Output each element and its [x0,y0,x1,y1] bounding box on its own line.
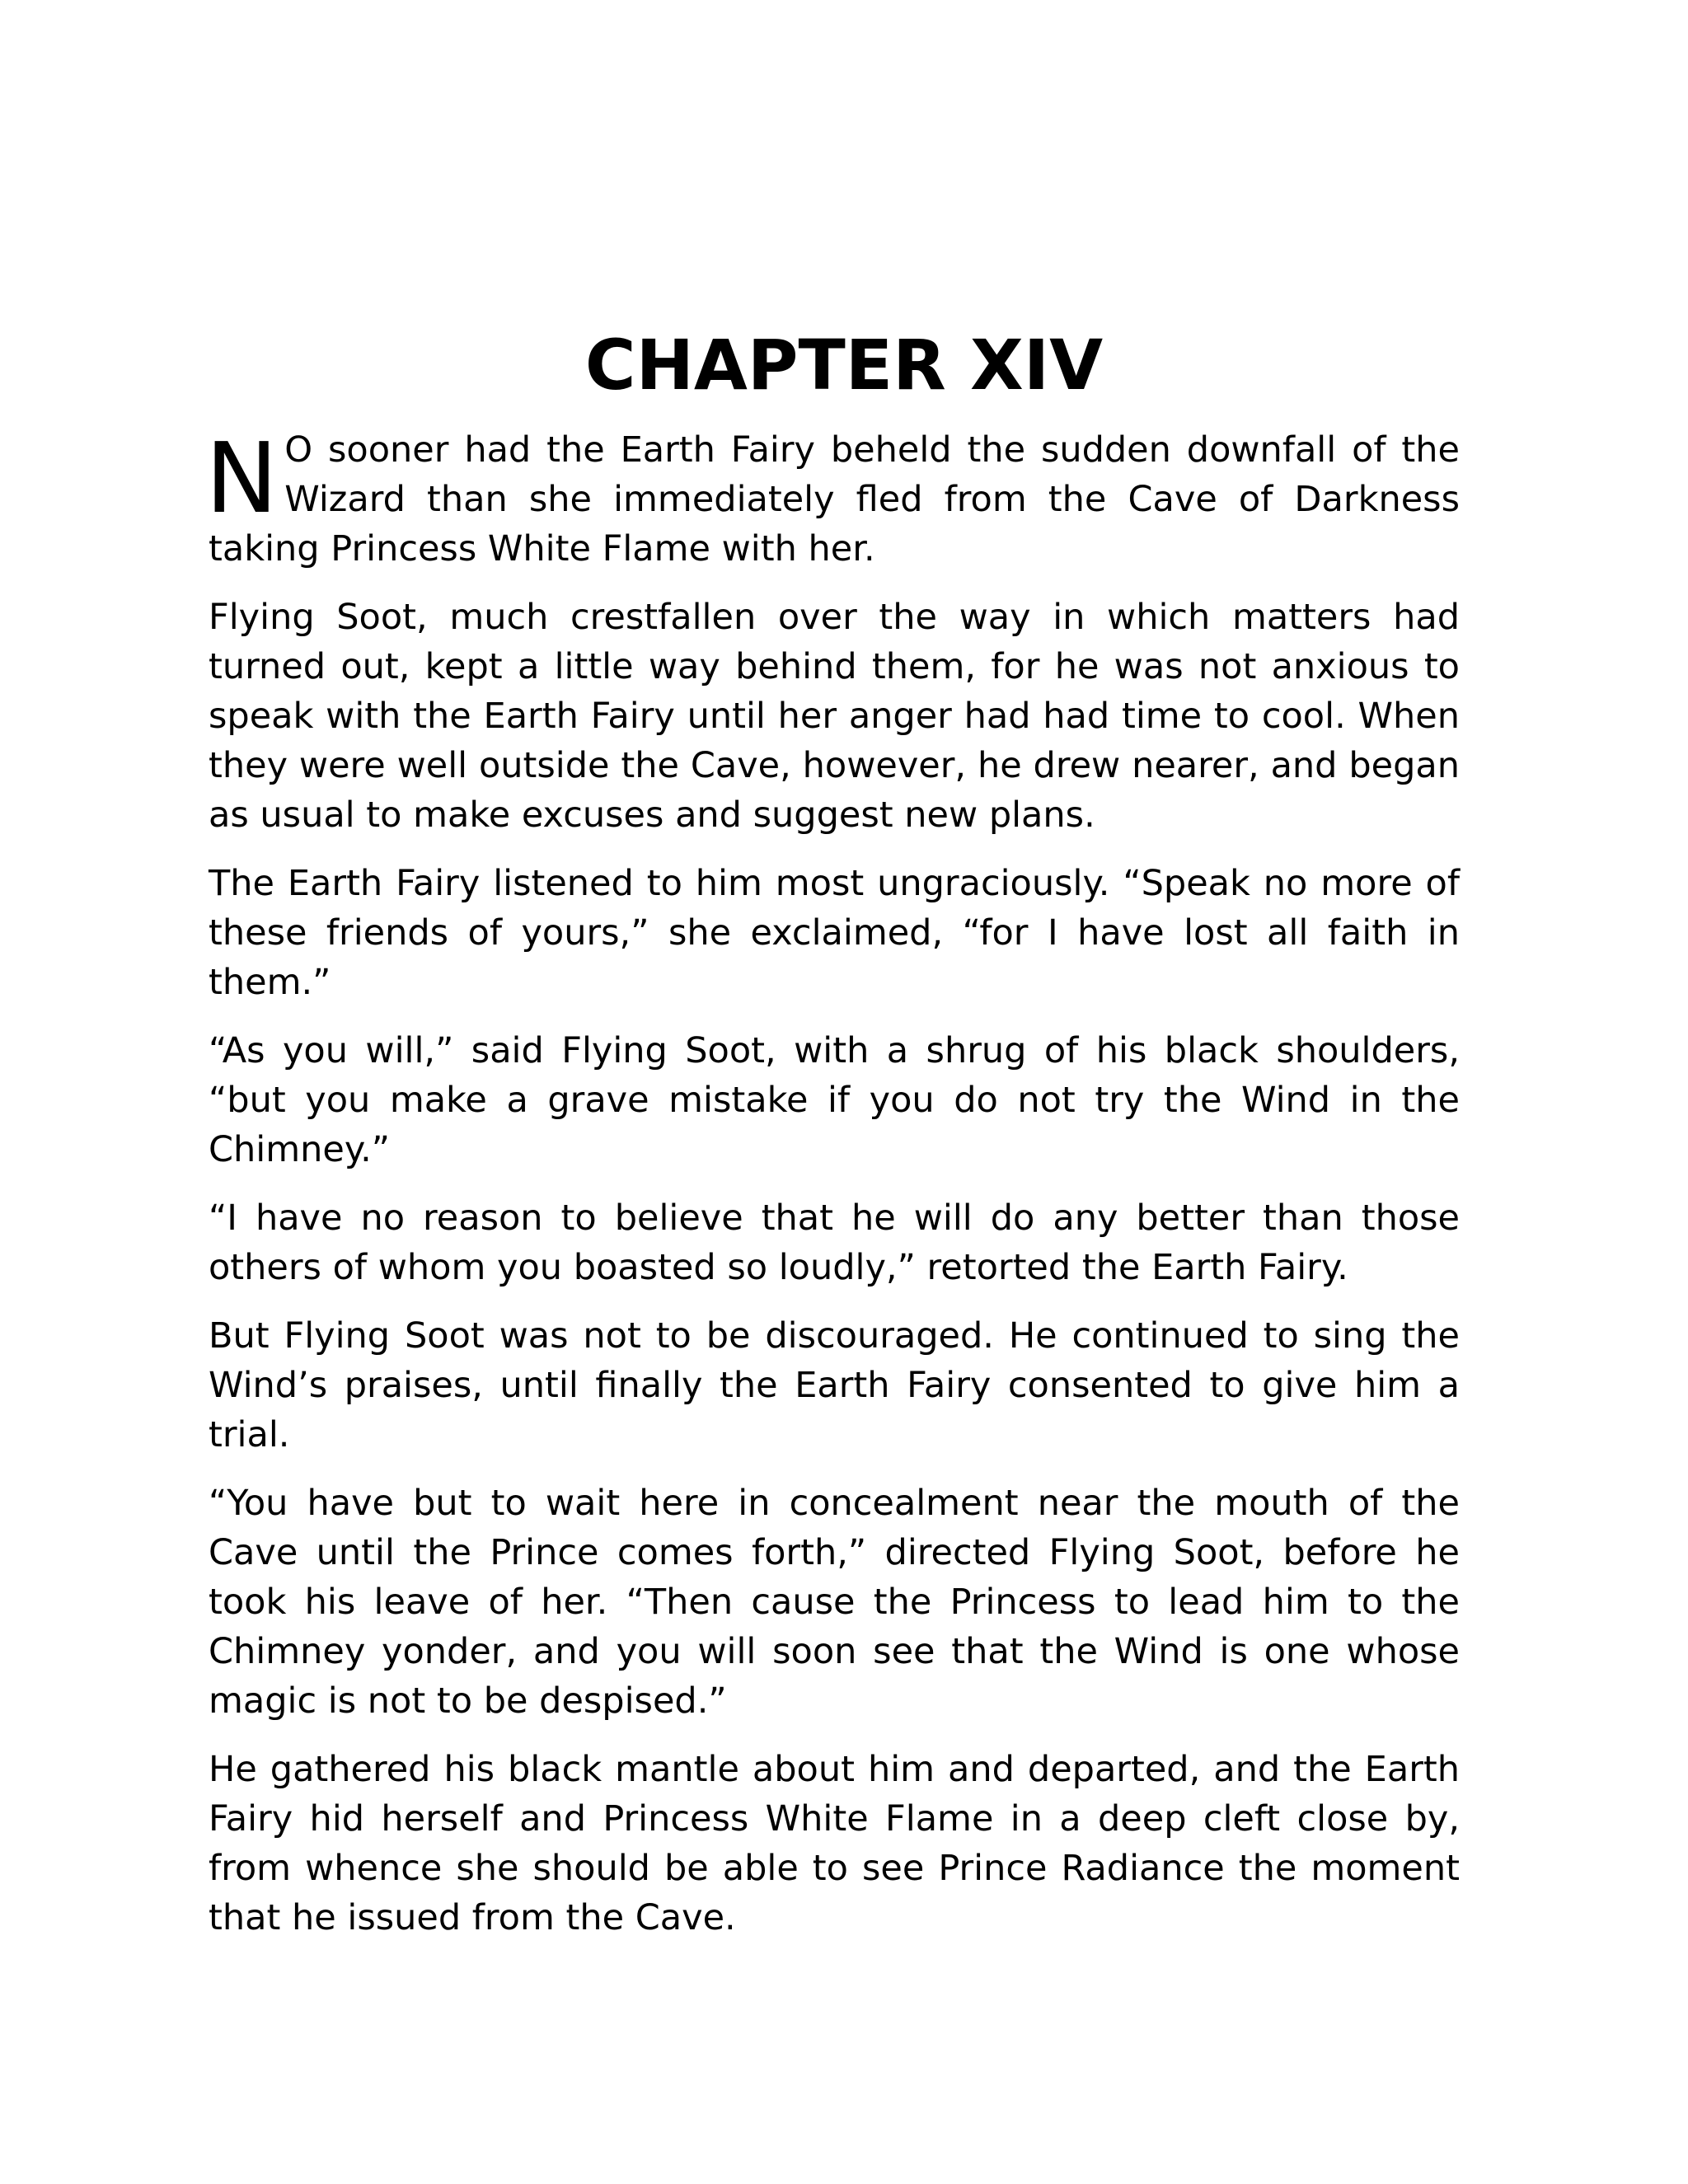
paragraph-8: He gathered his black mantle about him and departed, and the Earth Fairy hid herself and Princess White Flame in a deep cleft close by, from whence she should be able to see Prince Radiance the moment that he issued from the Cave. [209,1749,1460,1938]
paragraph-1 [205,421,1460,574]
paragraph-2: Flying Soot, much crestfallen over the way in which matters had turned out, kept a little way behind them, for he was not anxious to speak with the Earth Fairy until her anger had had time to cool. When they were well outside the Cave, however, he drew nearer, and began as usual to make excuses and suggest new plans. [209,597,1460,836]
drop-cap: N [205,421,279,535]
paragraph-6: But Flying Soot was not to be discouraged. He continued to sing the Wind’s praises, until finally the Earth Fairy consented to give him a trial. [209,1315,1460,1455]
paragraph-5: “I have no reason to believe that he will do any better than those others of whom you boasted so loudly,” retorted the Earth Fairy. [209,1197,1460,1288]
paragraph-3: The Earth Fairy listened to him most ungraciously. “Speak no more of these friends of yours,” she exclaimed, “for I have lost all faith in them.” [209,863,1460,1003]
paragraph-1-text: O sooner had the Earth Fairy beheld the sudden downfall of the Wizard than she immediately fled from the Cave of Darkness taking Princess White Flame with her. [209,429,1460,569]
paragraph-7: “You have but to wait here in concealment near the mouth of the Cave until the Prince comes forth,” directed Flying Soot, before he took his leave of her. “Then cause the Princess to lead him to the Chimney yonder, and you will soon see that the Wind is one whose magic is not to be despised.” [209,1483,1460,1722]
chapter-body [205,421,1460,1961]
chapter-title: CHAPTER XIV [584,325,1104,405]
paragraph-4: “As you will,” said Flying Soot, with a shrug of his black shoulders, “but you make a grave mistake if you do not try the Wind in the Chimney.” [209,1030,1460,1170]
